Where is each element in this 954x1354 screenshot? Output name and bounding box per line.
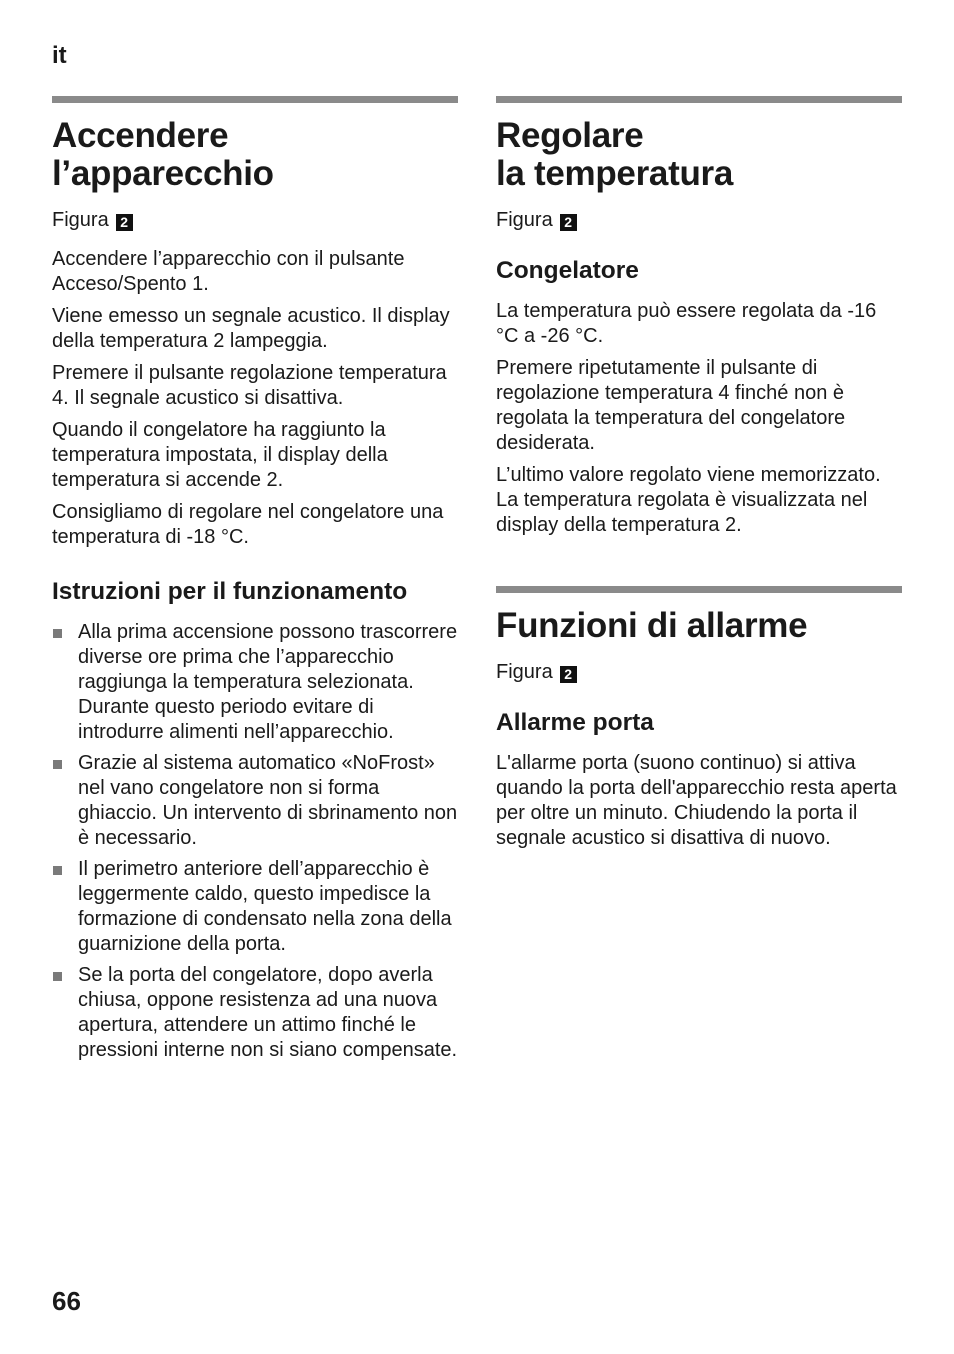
figure-label: Figura [496,661,553,683]
section-rule [496,586,902,593]
section-title-alarm: Funzioni di allarme [496,606,808,645]
list-item [52,751,458,851]
bullet-square-icon [53,972,62,981]
right-column [496,96,902,858]
instruction-list [52,620,458,1063]
list-item-text: Il perimetro anteriore dell’apparecchio è leggermente caldo, questo impedisce la formazione di condensato nella zona della guarnizione della porta. [78,858,452,955]
figure-reference [52,208,458,233]
figure-number-box: 2 [116,214,133,231]
language-code: it [52,42,67,69]
bullet-square-icon [53,760,62,769]
subheading-freezer: Congelatore [496,257,639,284]
paragraph: Premere ripetutamente il pulsante di regolazione temperatura 4 finché non è regolata la temperatura del congelatore desiderata. [496,357,846,454]
title-line: Regolare [496,116,644,155]
left-column [52,96,458,1069]
paragraph: Premere il pulsante regolazione temperatura 4. Il segnale acustico si disattiva. [52,362,447,409]
alarm-section [496,586,902,851]
paragraph: Quando il congelatore ha raggiunto la temperatura impostata, il display della temperatura si accende 2. [52,419,388,491]
figure-number-box: 2 [560,666,577,683]
subheading-operating-instructions: Istruzioni per il funzionamento [52,578,408,605]
list-item [52,857,458,957]
list-item-text: Grazie al sistema automatico «NoFrost» nel vano congelatore non si forma ghiaccio. Un intervento di sbrinamento non è necessario. [78,752,458,849]
list-item-text: Alla prima accensione possono trascorrere diverse ore prima che l’apparecchio raggiunga la temperatura selezionata. Durante questo periodo evitare di introdurre alimenti nell’apparecchio. [78,621,458,743]
paragraph: L'allarme porta (suono continuo) si attiva quando la porta dell'apparecchio resta aperta per oltre un minuto. Chiudendo la porta il segnale acustico si disattiva di nuovo. [496,752,897,849]
paragraph: L’ultimo valore regolato viene memorizzato. La temperatura regolata è visualizzata nel display della temperatura 2. [496,464,881,536]
title-line: la temperatura [496,154,734,193]
bullet-square-icon [53,629,62,638]
section-title-switch-on [52,117,458,193]
list-item [52,963,458,1063]
subheading-door-alarm: Allarme porta [496,709,654,736]
title-line: Accendere [52,116,229,155]
page-number: 66 [52,1286,81,1316]
figure-label: Figura [496,209,553,231]
paragraph: Viene emesso un segnale acustico. Il display della temperatura 2 lampeggia. [52,305,450,352]
paragraph: Accendere l’apparecchio con il pulsante Acceso/Spento 1. [52,248,405,295]
figure-reference [496,208,902,233]
list-item-text: Se la porta del congelatore, dopo averla chiusa, oppone resistenza ad una nuova apertura, attendere un attimo finché le pressioni interne non si siano compensate. [78,964,458,1061]
figure-label: Figura [52,209,109,231]
list-item [52,620,458,745]
section-rule [52,96,458,103]
section-title-temperature [496,117,902,193]
section-rule [496,96,902,103]
figure-number-box: 2 [560,214,577,231]
bullet-square-icon [53,866,62,875]
paragraph: Consigliamo di regolare nel congelatore una temperatura di -18 °C. [52,501,444,548]
title-line: l’apparecchio [52,154,274,193]
paragraph: La temperatura può essere regolata da -16 °C a -26 °C. [496,300,877,347]
figure-reference [496,660,902,685]
